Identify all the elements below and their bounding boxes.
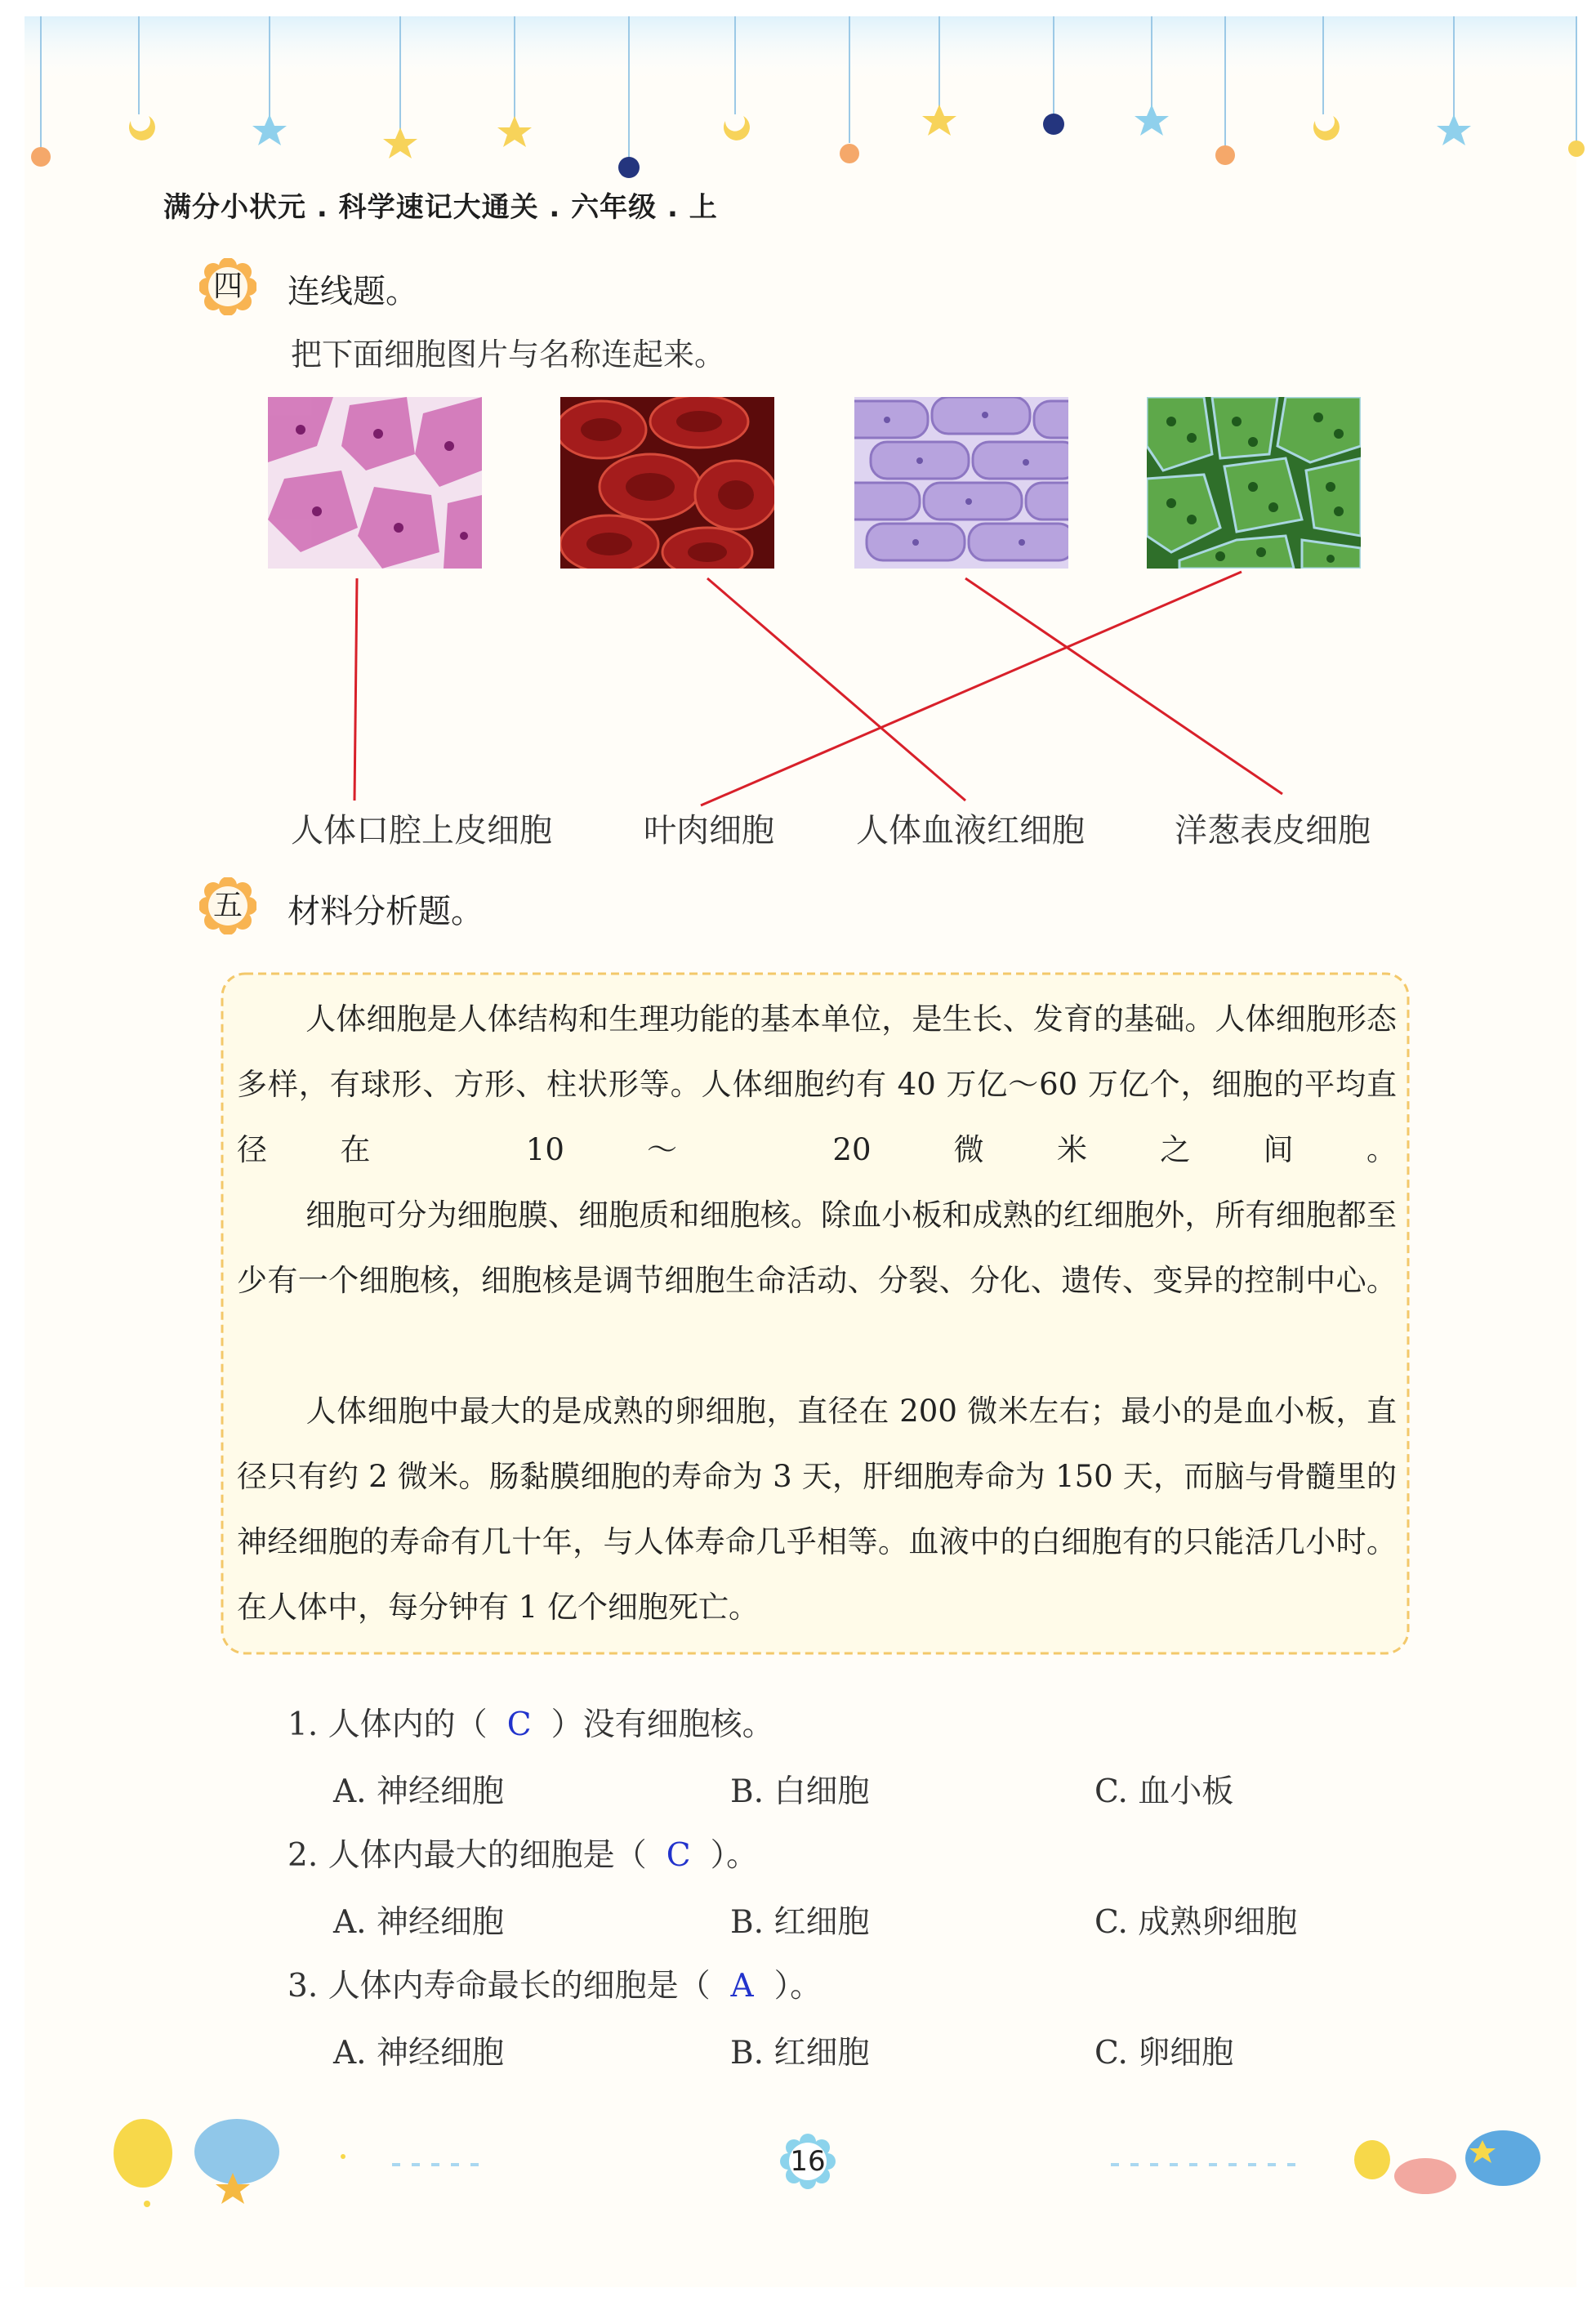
section-five-badge xyxy=(199,877,256,934)
q1-option-a[interactable]: A. 神经细胞 xyxy=(333,1773,504,1810)
cell-label-mesophyll[interactable]: 叶肉细胞 xyxy=(644,812,774,850)
cell-label-onion[interactable]: 洋葱表皮细胞 xyxy=(1175,812,1371,850)
question-2: 2. 人体内最大的细胞是（ C ）。 xyxy=(288,1837,759,1874)
q2-option-a[interactable]: A. 神经细胞 xyxy=(333,1904,504,1941)
section-four-number: 四 xyxy=(212,270,243,303)
leaf-mesophyll-image[interactable] xyxy=(1147,397,1361,569)
material-paragraph-3: 人体细胞中最大的是成熟的卵细胞，直径在 200 微米左右；最小的是血小板，直径只有约 2 微米。肠黏膜细胞的寿命为 3 天，肝细胞寿命为 150 天，而脑与骨髓里的神经细胞的寿命有几十年，与人体寿命几乎相等。血液中的白细胞有的只能活几小时。在人体中，每分钟有 1 亿个细胞死亡。 xyxy=(237,1394,1397,1625)
answer-3[interactable]: A xyxy=(730,1968,754,2005)
cell-label-red-blood[interactable]: 人体血液红细胞 xyxy=(856,812,1085,850)
section-four-title: 连线题。 xyxy=(288,273,418,310)
q3-option-b[interactable]: B. 红细胞 xyxy=(730,2035,870,2072)
question-1: 1. 人体内的（ C ）没有细胞核。 xyxy=(288,1706,774,1743)
page-number-badge xyxy=(780,2134,836,2189)
q1-option-b[interactable]: B. 白细胞 xyxy=(730,1773,870,1810)
cell-label-cheek[interactable]: 人体口腔上皮细胞 xyxy=(291,812,552,850)
section-five-title: 材料分析题。 xyxy=(288,893,484,930)
red-blood-cell-image[interactable] xyxy=(560,397,774,569)
material-box xyxy=(219,970,1411,1657)
page-number: 16 xyxy=(790,2145,826,2178)
q1-option-c[interactable]: C. 血小板 xyxy=(1094,1773,1234,1810)
question-3: 3. 人体内寿命最长的细胞是（ A ）。 xyxy=(288,1968,823,2005)
answer-2[interactable]: C xyxy=(666,1837,691,1874)
q3-option-a[interactable]: A. 神经细胞 xyxy=(333,2035,504,2072)
top-decoration xyxy=(0,0,1596,188)
material-paragraph-1: 人体细胞是人体结构和生理功能的基本单位，是生长、发育的基础。人体细胞形态多样，有球形、方形、柱状形等。人体细胞约有 40 万亿～60 万亿个，细胞的平均直径在 10 ～ 20 微米之间。 xyxy=(237,1001,1397,1167)
onion-epidermis-image[interactable] xyxy=(854,397,1068,569)
book-title: 满分小状元 . 科学速记大通关 . 六年级 . 上 xyxy=(163,191,718,224)
q2-option-c[interactable]: C. 成熟卵细胞 xyxy=(1094,1904,1298,1941)
cheek-cell-image[interactable] xyxy=(268,397,482,569)
section-four-badge xyxy=(199,258,256,315)
q2-option-b[interactable]: B. 红细胞 xyxy=(730,1904,870,1941)
section-four-instruction: 把下面细胞图片与名称连起来。 xyxy=(291,337,726,372)
section-five-number: 五 xyxy=(212,889,243,922)
answer-1[interactable]: C xyxy=(506,1706,532,1743)
material-paragraph-2: 细胞可分为细胞膜、细胞质和细胞核。除血小板和成熟的红细胞外，所有细胞都至少有一个细胞核，细胞核是调节细胞生命活动、分裂、分化、遗传、变异的控制中心。 xyxy=(237,1198,1397,1298)
q3-option-c[interactable]: C. 卵细胞 xyxy=(1094,2035,1234,2072)
